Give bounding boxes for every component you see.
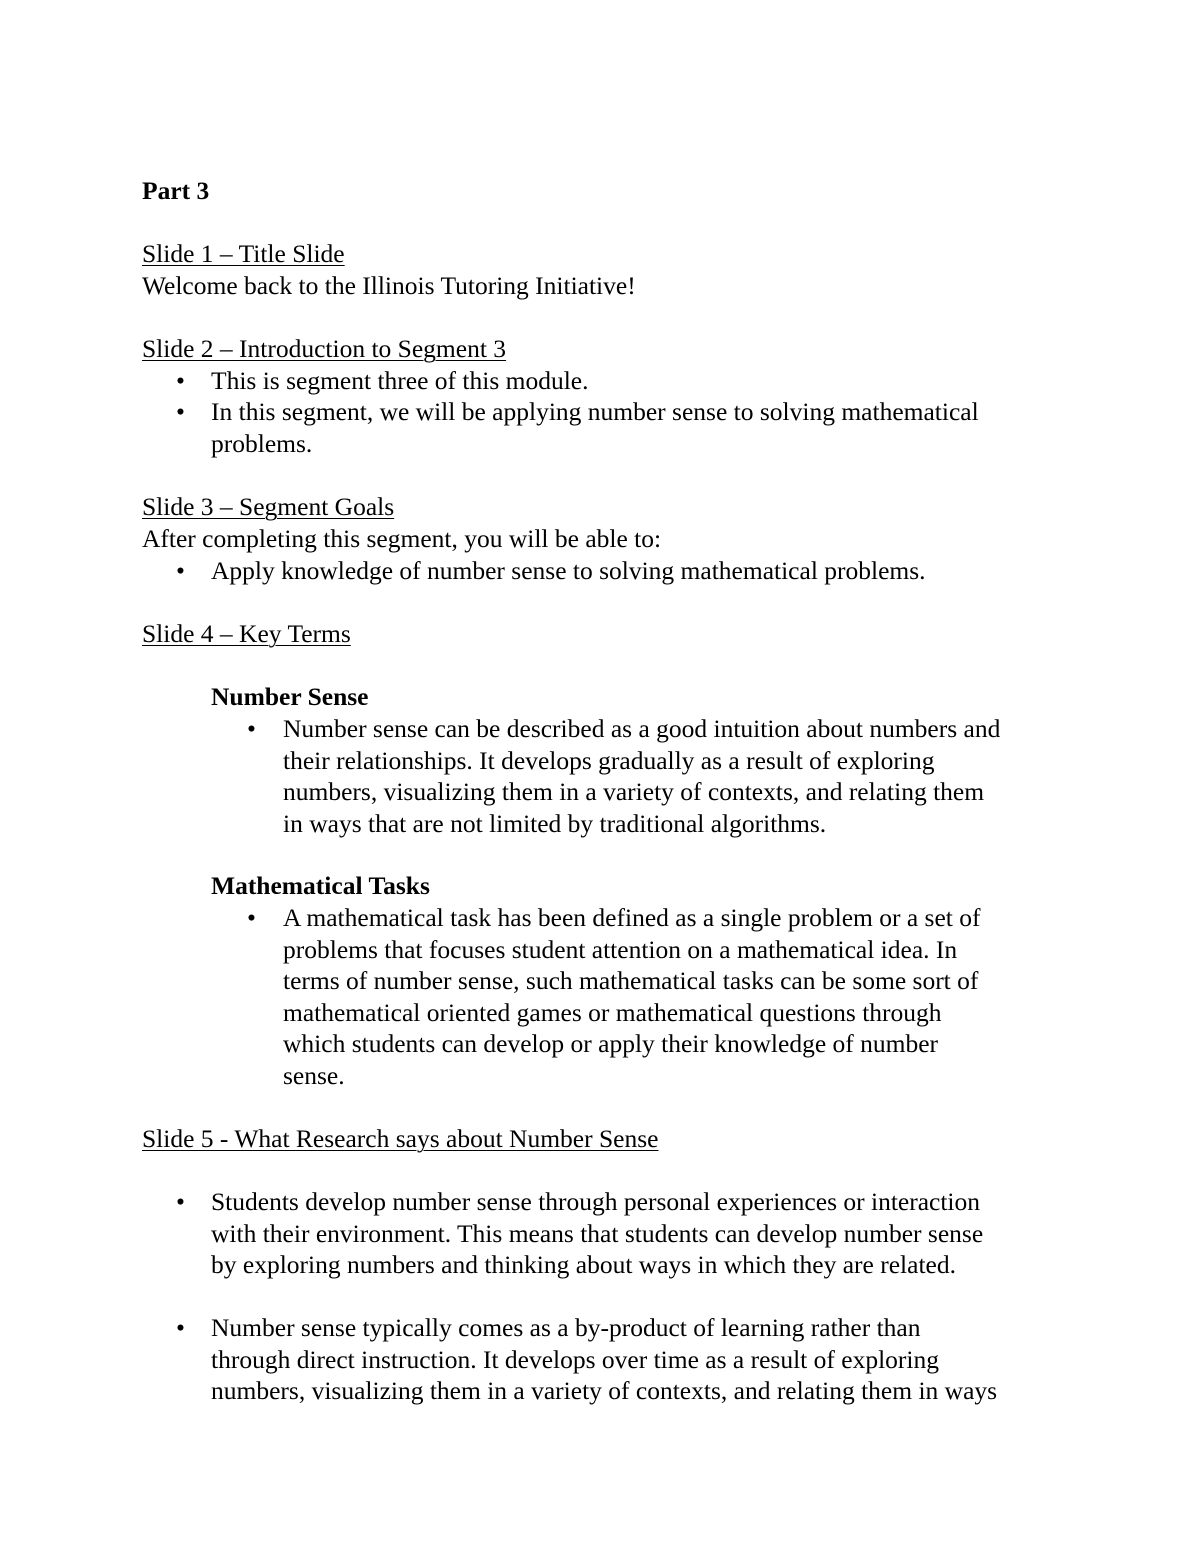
slide4-heading: Slide 4 – Key Terms (142, 619, 351, 648)
slide3-bullet1: Apply knowledge of number sense to solving mathematical problems. (211, 556, 926, 585)
text-line: mathematical oriented games or mathematical questions through (283, 997, 942, 1027)
text-line: by exploring numbers and thinking about ways in which they are related. (211, 1250, 956, 1279)
text-line: Number sense can be described as a good intuition about numbers and (283, 714, 1001, 743)
text-line: Number sense typically comes as a by-product of learning rather than (211, 1313, 921, 1342)
bullet-marker: • (247, 903, 256, 932)
bullet-marker: • (176, 366, 185, 395)
term-mathematical-tasks-definition (283, 902, 980, 1091)
text-line: problems. (211, 428, 313, 458)
slide2-bullet2 (211, 396, 979, 459)
slide5-heading: Slide 5 - What Research says about Number Sense (142, 1124, 659, 1153)
text-line: A mathematical task has been defined as a single problem or a set of (283, 903, 981, 932)
bullet-marker: • (176, 397, 185, 426)
text-line: their relationships. It develops gradually as a result of exploring (283, 745, 935, 775)
bullet-marker: • (176, 556, 185, 585)
bullet-marker: • (176, 1187, 185, 1216)
bullet-marker: • (247, 714, 256, 743)
text-line: which students can develop or apply their knowledge of number (283, 1029, 939, 1058)
text-line: numbers, visualizing them in a variety of contexts, and relating them (283, 777, 985, 806)
slide5-bullet1 (211, 1186, 983, 1281)
bullet-marker: • (176, 1313, 185, 1342)
text-line: Students develop number sense through personal experiences or interaction (211, 1187, 981, 1216)
text-line: sense. (283, 1060, 345, 1090)
text-line: numbers, visualizing them in a variety of contexts, and relating them in ways (211, 1376, 998, 1405)
term-mathematical-tasks-title: Mathematical Tasks (211, 871, 430, 900)
text-line: problems that focuses student attention on a mathematical idea. In (283, 934, 958, 964)
part-title: Part 3 (142, 176, 210, 205)
slide1-text: Welcome back to the Illinois Tutoring Initiative! (142, 271, 636, 300)
text-line: through direct instruction. It develops over time as a result of exploring (211, 1344, 939, 1374)
text-line: with their environment. This means that students can develop number sense (211, 1218, 984, 1248)
term-number-sense-definition (283, 713, 1000, 839)
slide1-heading: Slide 1 – Title Slide (142, 239, 345, 268)
slide3-heading: Slide 3 – Segment Goals (142, 492, 395, 521)
text-line: In this segment, we will be applying number sense to solving mathematical (211, 397, 979, 426)
term-number-sense-title: Number Sense (211, 682, 369, 711)
slide3-intro: After completing this segment, you will be able to: (142, 524, 662, 553)
slide2-heading: Slide 2 – Introduction to Segment 3 (142, 334, 507, 363)
slide5-bullet2 (211, 1312, 997, 1407)
text-line: in ways that are not limited by traditional algorithms. (283, 808, 827, 838)
slide2-bullet1: This is segment three of this module. (211, 366, 589, 395)
text-line: terms of number sense, such mathematical tasks can be some sort of (283, 966, 979, 995)
